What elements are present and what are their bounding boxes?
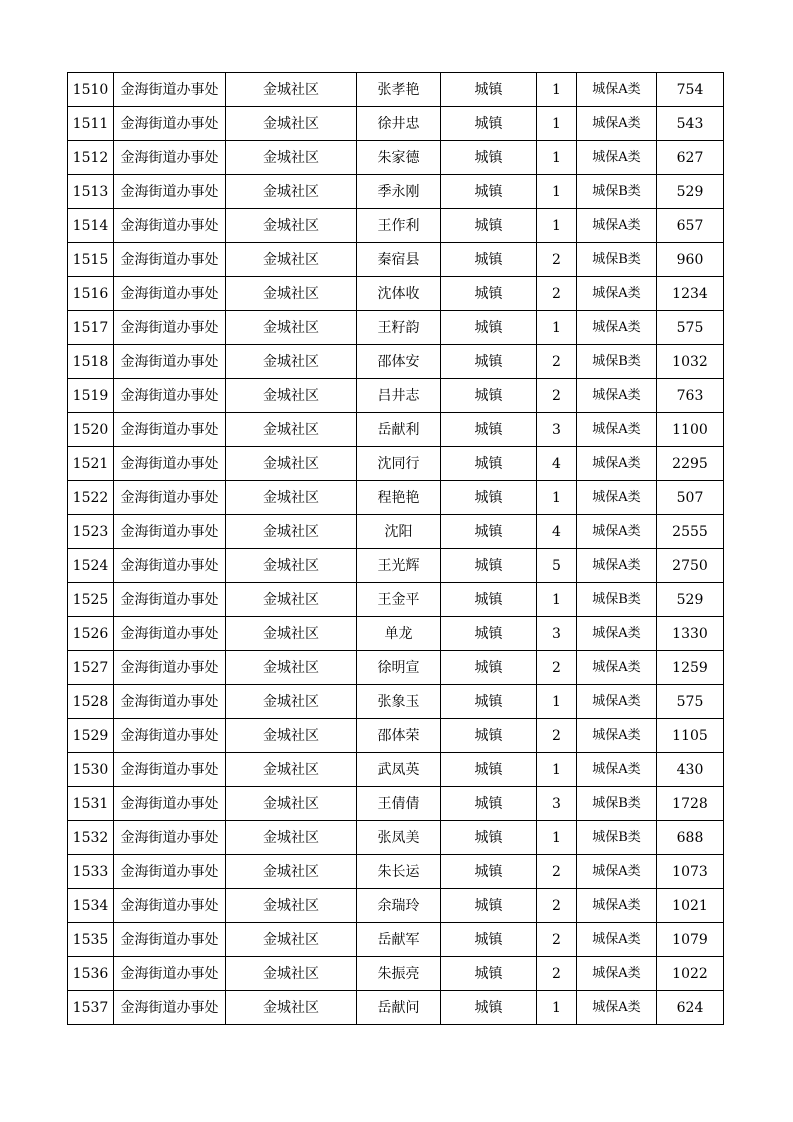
- household-count-cell: 1: [537, 481, 577, 515]
- amount-cell: 507: [657, 481, 724, 515]
- area-type-cell: 城镇: [441, 209, 537, 243]
- row-number-cell: 1534: [68, 889, 114, 923]
- table-row: [68, 243, 724, 277]
- insurance-class-cell: 城保B类: [577, 345, 657, 379]
- office-cell: 金海街道办事处: [114, 447, 226, 481]
- office-cell: 金海街道办事处: [114, 991, 226, 1025]
- person-name-cell: 王光辉: [357, 549, 441, 583]
- amount-cell: 763: [657, 379, 724, 413]
- insurance-class-cell: 城保A类: [577, 209, 657, 243]
- table-row: [68, 787, 724, 821]
- insurance-class-cell: 城保A类: [577, 73, 657, 107]
- person-name-cell: 朱振亮: [357, 957, 441, 991]
- household-count-cell: 1: [537, 583, 577, 617]
- household-count-cell: 1: [537, 753, 577, 787]
- insurance-class-cell: 城保B类: [577, 175, 657, 209]
- person-name-cell: 单龙: [357, 617, 441, 651]
- household-count-cell: 2: [537, 889, 577, 923]
- amount-cell: 2750: [657, 549, 724, 583]
- household-count-cell: 2: [537, 345, 577, 379]
- person-name-cell: 沈体收: [357, 277, 441, 311]
- community-cell: 金城社区: [226, 719, 357, 753]
- amount-cell: 1234: [657, 277, 724, 311]
- row-number-cell: 1512: [68, 141, 114, 175]
- amount-cell: 1073: [657, 855, 724, 889]
- community-cell: 金城社区: [226, 107, 357, 141]
- office-cell: 金海街道办事处: [114, 617, 226, 651]
- row-number-cell: 1520: [68, 413, 114, 447]
- table-row: [68, 855, 724, 889]
- area-type-cell: 城镇: [441, 175, 537, 209]
- table-row: [68, 379, 724, 413]
- person-name-cell: 徐明宣: [357, 651, 441, 685]
- insurance-class-cell: 城保A类: [577, 991, 657, 1025]
- table-row: [68, 311, 724, 345]
- office-cell: 金海街道办事处: [114, 413, 226, 447]
- amount-cell: 1021: [657, 889, 724, 923]
- person-name-cell: 岳献问: [357, 991, 441, 1025]
- area-type-cell: 城镇: [441, 991, 537, 1025]
- household-count-cell: 2: [537, 379, 577, 413]
- community-cell: 金城社区: [226, 923, 357, 957]
- insurance-class-cell: 城保A类: [577, 447, 657, 481]
- area-type-cell: 城镇: [441, 73, 537, 107]
- table-row: [68, 685, 724, 719]
- area-type-cell: 城镇: [441, 583, 537, 617]
- person-name-cell: 王倩倩: [357, 787, 441, 821]
- person-name-cell: 王籽韵: [357, 311, 441, 345]
- community-cell: 金城社区: [226, 549, 357, 583]
- area-type-cell: 城镇: [441, 617, 537, 651]
- area-type-cell: 城镇: [441, 923, 537, 957]
- person-name-cell: 朱长运: [357, 855, 441, 889]
- row-number-cell: 1517: [68, 311, 114, 345]
- person-name-cell: 邵体安: [357, 345, 441, 379]
- community-cell: 金城社区: [226, 651, 357, 685]
- insurance-class-cell: 城保A类: [577, 481, 657, 515]
- row-number-cell: 1518: [68, 345, 114, 379]
- community-cell: 金城社区: [226, 311, 357, 345]
- household-count-cell: 2: [537, 957, 577, 991]
- area-type-cell: 城镇: [441, 311, 537, 345]
- area-type-cell: 城镇: [441, 277, 537, 311]
- person-name-cell: 朱家德: [357, 141, 441, 175]
- office-cell: 金海街道办事处: [114, 923, 226, 957]
- amount-cell: 627: [657, 141, 724, 175]
- table-row: [68, 481, 724, 515]
- area-type-cell: 城镇: [441, 787, 537, 821]
- area-type-cell: 城镇: [441, 481, 537, 515]
- person-name-cell: 沈同行: [357, 447, 441, 481]
- office-cell: 金海街道办事处: [114, 243, 226, 277]
- table-row: [68, 515, 724, 549]
- person-name-cell: 邵体荣: [357, 719, 441, 753]
- insurance-class-cell: 城保B类: [577, 821, 657, 855]
- area-type-cell: 城镇: [441, 855, 537, 889]
- area-type-cell: 城镇: [441, 685, 537, 719]
- area-type-cell: 城镇: [441, 447, 537, 481]
- community-cell: 金城社区: [226, 855, 357, 889]
- area-type-cell: 城镇: [441, 515, 537, 549]
- community-cell: 金城社区: [226, 447, 357, 481]
- amount-cell: 1330: [657, 617, 724, 651]
- community-cell: 金城社区: [226, 413, 357, 447]
- household-count-cell: 3: [537, 413, 577, 447]
- area-type-cell: 城镇: [441, 651, 537, 685]
- community-cell: 金城社区: [226, 991, 357, 1025]
- household-count-cell: 1: [537, 311, 577, 345]
- insurance-class-cell: 城保A类: [577, 141, 657, 175]
- area-type-cell: 城镇: [441, 821, 537, 855]
- area-type-cell: 城镇: [441, 889, 537, 923]
- community-cell: 金城社区: [226, 73, 357, 107]
- table-row: [68, 923, 724, 957]
- insurance-class-cell: 城保A类: [577, 719, 657, 753]
- table-row: [68, 753, 724, 787]
- insurance-class-cell: 城保A类: [577, 413, 657, 447]
- household-count-cell: 2: [537, 651, 577, 685]
- area-type-cell: 城镇: [441, 107, 537, 141]
- household-count-cell: 1: [537, 107, 577, 141]
- household-count-cell: 1: [537, 821, 577, 855]
- household-count-cell: 1: [537, 175, 577, 209]
- amount-cell: 2555: [657, 515, 724, 549]
- row-number-cell: 1533: [68, 855, 114, 889]
- community-cell: 金城社区: [226, 957, 357, 991]
- office-cell: 金海街道办事处: [114, 345, 226, 379]
- table-row: [68, 617, 724, 651]
- row-number-cell: 1532: [68, 821, 114, 855]
- community-cell: 金城社区: [226, 277, 357, 311]
- row-number-cell: 1535: [68, 923, 114, 957]
- office-cell: 金海街道办事处: [114, 685, 226, 719]
- community-cell: 金城社区: [226, 821, 357, 855]
- row-number-cell: 1519: [68, 379, 114, 413]
- insurance-class-cell: 城保A类: [577, 685, 657, 719]
- area-type-cell: 城镇: [441, 345, 537, 379]
- area-type-cell: 城镇: [441, 957, 537, 991]
- table-row: [68, 277, 724, 311]
- area-type-cell: 城镇: [441, 719, 537, 753]
- community-cell: 金城社区: [226, 379, 357, 413]
- table-row: [68, 413, 724, 447]
- table-row: [68, 141, 724, 175]
- household-count-cell: 1: [537, 991, 577, 1025]
- household-count-cell: 4: [537, 515, 577, 549]
- person-name-cell: 王作利: [357, 209, 441, 243]
- table-row: [68, 651, 724, 685]
- office-cell: 金海街道办事处: [114, 175, 226, 209]
- insurance-class-cell: 城保A类: [577, 753, 657, 787]
- office-cell: 金海街道办事处: [114, 107, 226, 141]
- office-cell: 金海街道办事处: [114, 549, 226, 583]
- person-name-cell: 张凤美: [357, 821, 441, 855]
- amount-cell: 430: [657, 753, 724, 787]
- household-count-cell: 4: [537, 447, 577, 481]
- person-name-cell: 王金平: [357, 583, 441, 617]
- amount-cell: 529: [657, 583, 724, 617]
- insurance-class-cell: 城保B类: [577, 787, 657, 821]
- row-number-cell: 1536: [68, 957, 114, 991]
- area-type-cell: 城镇: [441, 379, 537, 413]
- row-number-cell: 1510: [68, 73, 114, 107]
- person-name-cell: 余瑞玲: [357, 889, 441, 923]
- office-cell: 金海街道办事处: [114, 753, 226, 787]
- office-cell: 金海街道办事处: [114, 73, 226, 107]
- community-cell: 金城社区: [226, 481, 357, 515]
- person-name-cell: 张孝艳: [357, 73, 441, 107]
- amount-cell: 529: [657, 175, 724, 209]
- row-number-cell: 1523: [68, 515, 114, 549]
- office-cell: 金海街道办事处: [114, 515, 226, 549]
- amount-cell: 657: [657, 209, 724, 243]
- insurance-class-cell: 城保B类: [577, 583, 657, 617]
- table-row: [68, 991, 724, 1025]
- amount-cell: 688: [657, 821, 724, 855]
- insurance-class-cell: 城保A类: [577, 923, 657, 957]
- area-type-cell: 城镇: [441, 549, 537, 583]
- person-name-cell: 沈阳: [357, 515, 441, 549]
- insurance-class-cell: 城保A类: [577, 311, 657, 345]
- person-name-cell: 岳献利: [357, 413, 441, 447]
- amount-cell: 1259: [657, 651, 724, 685]
- community-cell: 金城社区: [226, 753, 357, 787]
- household-count-cell: 1: [537, 209, 577, 243]
- amount-cell: 543: [657, 107, 724, 141]
- office-cell: 金海街道办事处: [114, 141, 226, 175]
- insurance-class-cell: 城保A类: [577, 277, 657, 311]
- household-count-cell: 2: [537, 855, 577, 889]
- household-count-cell: 2: [537, 243, 577, 277]
- office-cell: 金海街道办事处: [114, 787, 226, 821]
- row-number-cell: 1537: [68, 991, 114, 1025]
- insurance-class-cell: 城保B类: [577, 243, 657, 277]
- row-number-cell: 1527: [68, 651, 114, 685]
- household-count-cell: 5: [537, 549, 577, 583]
- row-number-cell: 1513: [68, 175, 114, 209]
- amount-cell: 575: [657, 311, 724, 345]
- office-cell: 金海街道办事处: [114, 651, 226, 685]
- data-table: [67, 72, 724, 1025]
- office-cell: 金海街道办事处: [114, 583, 226, 617]
- person-name-cell: 吕井志: [357, 379, 441, 413]
- person-name-cell: 程艳艳: [357, 481, 441, 515]
- area-type-cell: 城镇: [441, 753, 537, 787]
- community-cell: 金城社区: [226, 583, 357, 617]
- office-cell: 金海街道办事处: [114, 209, 226, 243]
- person-name-cell: 岳献军: [357, 923, 441, 957]
- table-row: [68, 549, 724, 583]
- office-cell: 金海街道办事处: [114, 481, 226, 515]
- row-number-cell: 1516: [68, 277, 114, 311]
- office-cell: 金海街道办事处: [114, 821, 226, 855]
- amount-cell: 1022: [657, 957, 724, 991]
- area-type-cell: 城镇: [441, 413, 537, 447]
- table-body: [68, 73, 724, 1025]
- table-row: [68, 719, 724, 753]
- table-row: [68, 73, 724, 107]
- table-row: [68, 821, 724, 855]
- row-number-cell: 1515: [68, 243, 114, 277]
- row-number-cell: 1514: [68, 209, 114, 243]
- amount-cell: 960: [657, 243, 724, 277]
- amount-cell: 1100: [657, 413, 724, 447]
- community-cell: 金城社区: [226, 617, 357, 651]
- household-count-cell: 2: [537, 719, 577, 753]
- amount-cell: 1032: [657, 345, 724, 379]
- row-number-cell: 1525: [68, 583, 114, 617]
- community-cell: 金城社区: [226, 787, 357, 821]
- household-count-cell: 2: [537, 923, 577, 957]
- person-name-cell: 武凤英: [357, 753, 441, 787]
- community-cell: 金城社区: [226, 175, 357, 209]
- row-number-cell: 1529: [68, 719, 114, 753]
- row-number-cell: 1530: [68, 753, 114, 787]
- table-row: [68, 957, 724, 991]
- amount-cell: 1079: [657, 923, 724, 957]
- community-cell: 金城社区: [226, 141, 357, 175]
- community-cell: 金城社区: [226, 685, 357, 719]
- amount-cell: 754: [657, 73, 724, 107]
- office-cell: 金海街道办事处: [114, 277, 226, 311]
- table-row: [68, 345, 724, 379]
- row-number-cell: 1524: [68, 549, 114, 583]
- insurance-class-cell: 城保A类: [577, 379, 657, 413]
- row-number-cell: 1526: [68, 617, 114, 651]
- table-row: [68, 447, 724, 481]
- community-cell: 金城社区: [226, 889, 357, 923]
- table-row: [68, 107, 724, 141]
- insurance-class-cell: 城保A类: [577, 107, 657, 141]
- amount-cell: 575: [657, 685, 724, 719]
- person-name-cell: 张象玉: [357, 685, 441, 719]
- household-count-cell: 3: [537, 787, 577, 821]
- table-row: [68, 175, 724, 209]
- household-count-cell: 1: [537, 73, 577, 107]
- household-count-cell: 3: [537, 617, 577, 651]
- row-number-cell: 1511: [68, 107, 114, 141]
- amount-cell: 1728: [657, 787, 724, 821]
- household-count-cell: 2: [537, 277, 577, 311]
- row-number-cell: 1528: [68, 685, 114, 719]
- row-number-cell: 1531: [68, 787, 114, 821]
- office-cell: 金海街道办事处: [114, 719, 226, 753]
- office-cell: 金海街道办事处: [114, 379, 226, 413]
- table-row: [68, 583, 724, 617]
- table-row: [68, 209, 724, 243]
- amount-cell: 1105: [657, 719, 724, 753]
- area-type-cell: 城镇: [441, 243, 537, 277]
- insurance-class-cell: 城保A类: [577, 957, 657, 991]
- row-number-cell: 1521: [68, 447, 114, 481]
- office-cell: 金海街道办事处: [114, 957, 226, 991]
- insurance-class-cell: 城保A类: [577, 889, 657, 923]
- office-cell: 金海街道办事处: [114, 855, 226, 889]
- row-number-cell: 1522: [68, 481, 114, 515]
- amount-cell: 2295: [657, 447, 724, 481]
- insurance-class-cell: 城保A类: [577, 515, 657, 549]
- community-cell: 金城社区: [226, 243, 357, 277]
- insurance-class-cell: 城保A类: [577, 651, 657, 685]
- insurance-class-cell: 城保A类: [577, 549, 657, 583]
- household-count-cell: 1: [537, 141, 577, 175]
- insurance-class-cell: 城保A类: [577, 855, 657, 889]
- person-name-cell: 秦宿县: [357, 243, 441, 277]
- community-cell: 金城社区: [226, 209, 357, 243]
- person-name-cell: 徐井忠: [357, 107, 441, 141]
- amount-cell: 624: [657, 991, 724, 1025]
- person-name-cell: 季永刚: [357, 175, 441, 209]
- office-cell: 金海街道办事处: [114, 311, 226, 345]
- office-cell: 金海街道办事处: [114, 889, 226, 923]
- community-cell: 金城社区: [226, 345, 357, 379]
- area-type-cell: 城镇: [441, 141, 537, 175]
- insurance-class-cell: 城保A类: [577, 617, 657, 651]
- community-cell: 金城社区: [226, 515, 357, 549]
- table-row: [68, 889, 724, 923]
- household-count-cell: 1: [537, 685, 577, 719]
